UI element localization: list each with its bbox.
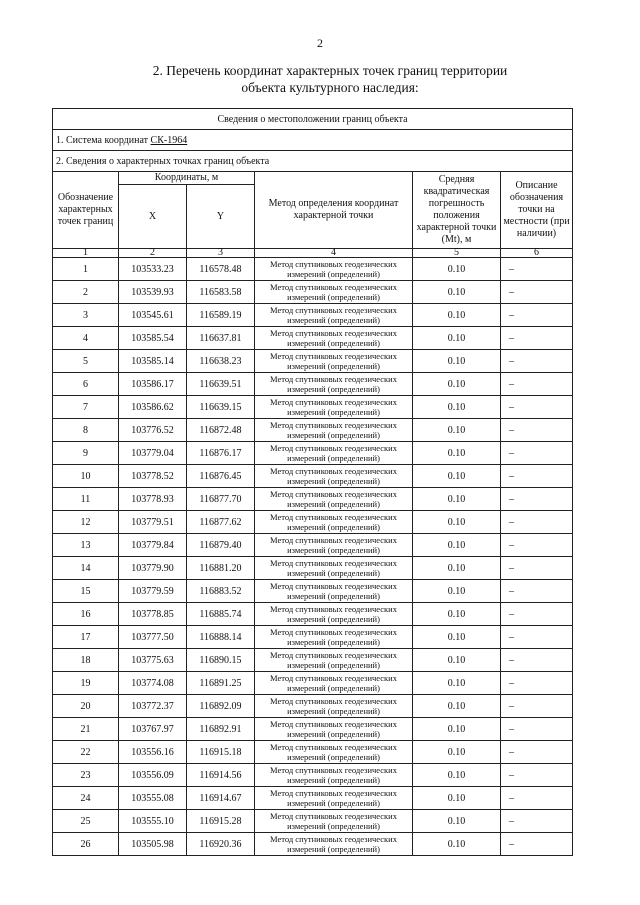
- accuracy: 0.10: [413, 810, 501, 833]
- table-heading: Сведения о местоположении границ объекта: [53, 109, 573, 130]
- accuracy: 0.10: [413, 442, 501, 465]
- accuracy: 0.10: [413, 833, 501, 856]
- points-section-heading: 2. Сведения о характерных точках границ объекта: [53, 151, 573, 172]
- table-row: [53, 580, 573, 603]
- column-number: 1: [53, 249, 119, 258]
- description: –: [501, 580, 573, 603]
- point-number: 1: [53, 258, 119, 281]
- coord-x: 103539.93: [119, 281, 187, 304]
- point-number: 17: [53, 626, 119, 649]
- point-number: 8: [53, 419, 119, 442]
- page-number: 2: [317, 36, 323, 50]
- accuracy: 0.10: [413, 511, 501, 534]
- accuracy: 0.10: [413, 764, 501, 787]
- point-number: 25: [53, 810, 119, 833]
- method: Метод спутниковых геодезических измерений (определений): [255, 718, 413, 741]
- column-number: 2: [119, 249, 187, 258]
- table-row: [53, 281, 573, 304]
- method: Метод спутниковых геодезических измерений (определений): [255, 304, 413, 327]
- method: Метод спутниковых геодезических измерений (определений): [255, 350, 413, 373]
- coord-y: 116914.67: [187, 787, 255, 810]
- point-number: 23: [53, 764, 119, 787]
- description: –: [501, 557, 573, 580]
- accuracy: 0.10: [413, 580, 501, 603]
- coord-x: 103779.84: [119, 534, 187, 557]
- accuracy: 0.10: [413, 603, 501, 626]
- column-number: 4: [255, 249, 413, 258]
- table-row: [53, 442, 573, 465]
- point-number: 7: [53, 396, 119, 419]
- coord-system-row: [53, 130, 573, 151]
- point-number: 19: [53, 672, 119, 695]
- table-row: [53, 465, 573, 488]
- description: –: [501, 672, 573, 695]
- method: Метод спутниковых геодезических измерений (определений): [255, 511, 413, 534]
- table-row: [53, 718, 573, 741]
- table-row: [53, 672, 573, 695]
- table-row: [53, 764, 573, 787]
- method: Метод спутниковых геодезических измерений (определений): [255, 396, 413, 419]
- coord-y: 116892.91: [187, 718, 255, 741]
- table-row: [53, 534, 573, 557]
- method: Метод спутниковых геодезических измерений (определений): [255, 281, 413, 304]
- coord-x: 103779.90: [119, 557, 187, 580]
- table-row: [53, 258, 573, 281]
- accuracy: 0.10: [413, 419, 501, 442]
- accuracy: 0.10: [413, 488, 501, 511]
- point-number: 24: [53, 787, 119, 810]
- coord-y: 116915.18: [187, 741, 255, 764]
- point-number: 15: [53, 580, 119, 603]
- point-number: 20: [53, 695, 119, 718]
- description: –: [501, 718, 573, 741]
- table-row: [53, 373, 573, 396]
- method: Метод спутниковых геодезических измерений (определений): [255, 626, 413, 649]
- coord-x: 103585.14: [119, 350, 187, 373]
- point-number: 21: [53, 718, 119, 741]
- coordinates-table: [52, 108, 573, 856]
- header-point: Обозначение характерных точек границ: [53, 172, 119, 249]
- description: –: [501, 511, 573, 534]
- coord-x: 103776.52: [119, 419, 187, 442]
- table-row: [53, 488, 573, 511]
- header-accuracy: Средняя квадратическая погрешность положения характерной точки (Mt), м: [413, 172, 501, 249]
- accuracy: 0.10: [413, 396, 501, 419]
- header-y: Y: [187, 185, 255, 249]
- accuracy: 0.10: [413, 327, 501, 350]
- coord-x: 103586.62: [119, 396, 187, 419]
- description: –: [501, 787, 573, 810]
- coord-system-label: 1. Система координат: [56, 134, 151, 146]
- description: –: [501, 419, 573, 442]
- coord-y: 116589.19: [187, 304, 255, 327]
- point-number: 26: [53, 833, 119, 856]
- table-row: [53, 787, 573, 810]
- coord-y: 116881.20: [187, 557, 255, 580]
- table-row: [53, 626, 573, 649]
- description: –: [501, 833, 573, 856]
- point-number: 12: [53, 511, 119, 534]
- description: –: [501, 373, 573, 396]
- coord-y: 116920.36: [187, 833, 255, 856]
- accuracy: 0.10: [413, 626, 501, 649]
- coord-y: 116639.15: [187, 396, 255, 419]
- accuracy: 0.10: [413, 695, 501, 718]
- page-title: [130, 62, 530, 96]
- coord-y: 116885.74: [187, 603, 255, 626]
- coord-x: 103779.51: [119, 511, 187, 534]
- description: –: [501, 396, 573, 419]
- coord-y: 116891.25: [187, 672, 255, 695]
- coord-y: 116638.23: [187, 350, 255, 373]
- method: Метод спутниковых геодезических измерений (определений): [255, 465, 413, 488]
- description: –: [501, 327, 573, 350]
- header-method: Метод определения координат характерной точки: [255, 172, 413, 249]
- coord-x: 103772.37: [119, 695, 187, 718]
- table-row: [53, 419, 573, 442]
- table-row: [53, 557, 573, 580]
- description: –: [501, 442, 573, 465]
- table-row: [53, 810, 573, 833]
- table-row: [53, 649, 573, 672]
- coord-x: 103533.23: [119, 258, 187, 281]
- description: –: [501, 603, 573, 626]
- point-number: 2: [53, 281, 119, 304]
- accuracy: 0.10: [413, 465, 501, 488]
- coord-y: 116876.17: [187, 442, 255, 465]
- description: –: [501, 350, 573, 373]
- point-number: 22: [53, 741, 119, 764]
- accuracy: 0.10: [413, 534, 501, 557]
- coord-x: 103778.93: [119, 488, 187, 511]
- method: Метод спутниковых геодезических измерений (определений): [255, 741, 413, 764]
- coord-x: 103505.98: [119, 833, 187, 856]
- method: Метод спутниковых геодезических измерений (определений): [255, 442, 413, 465]
- method: Метод спутниковых геодезических измерений (определений): [255, 557, 413, 580]
- title-line-2: объекта культурного наследия:: [241, 80, 419, 95]
- coord-x: 103775.63: [119, 649, 187, 672]
- coord-x: 103586.17: [119, 373, 187, 396]
- coord-y: 116877.62: [187, 511, 255, 534]
- method: Метод спутниковых геодезических измерений (определений): [255, 373, 413, 396]
- coord-x: 103777.50: [119, 626, 187, 649]
- method: Метод спутниковых геодезических измерений (определений): [255, 603, 413, 626]
- point-number: 9: [53, 442, 119, 465]
- coord-x: 103556.09: [119, 764, 187, 787]
- description: –: [501, 304, 573, 327]
- coord-y: 116877.70: [187, 488, 255, 511]
- method: Метод спутниковых геодезических измерений (определений): [255, 764, 413, 787]
- point-number: 14: [53, 557, 119, 580]
- coord-x: 103779.04: [119, 442, 187, 465]
- accuracy: 0.10: [413, 304, 501, 327]
- coord-y: 116883.52: [187, 580, 255, 603]
- accuracy: 0.10: [413, 373, 501, 396]
- method: Метод спутниковых геодезических измерений (определений): [255, 258, 413, 281]
- header-coords: Координаты, м: [119, 172, 255, 185]
- method: Метод спутниковых геодезических измерений (определений): [255, 787, 413, 810]
- coord-x: 103556.16: [119, 741, 187, 764]
- coord-y: 116892.09: [187, 695, 255, 718]
- coord-x: 103779.59: [119, 580, 187, 603]
- method: Метод спутниковых геодезических измерений (определений): [255, 810, 413, 833]
- header-description: Описание обозначения точки на местности (при наличии): [501, 172, 573, 249]
- coord-y: 116888.14: [187, 626, 255, 649]
- accuracy: 0.10: [413, 258, 501, 281]
- accuracy: 0.10: [413, 787, 501, 810]
- method: Метод спутниковых геодезических измерений (определений): [255, 833, 413, 856]
- point-number: 11: [53, 488, 119, 511]
- coord-x: 103585.54: [119, 327, 187, 350]
- coord-y: 116914.56: [187, 764, 255, 787]
- table-row: [53, 396, 573, 419]
- coord-system-value: СК-1964: [150, 134, 188, 146]
- description: –: [501, 258, 573, 281]
- table-row: [53, 327, 573, 350]
- description: –: [501, 534, 573, 557]
- coord-y: 116879.40: [187, 534, 255, 557]
- accuracy: 0.10: [413, 718, 501, 741]
- description: –: [501, 649, 573, 672]
- table-row: [53, 741, 573, 764]
- coord-y: 116872.48: [187, 419, 255, 442]
- point-number: 10: [53, 465, 119, 488]
- column-number: 5: [413, 249, 501, 258]
- column-number: 6: [501, 249, 573, 258]
- accuracy: 0.10: [413, 350, 501, 373]
- coord-x: 103778.52: [119, 465, 187, 488]
- coord-y: 116915.28: [187, 810, 255, 833]
- point-number: 16: [53, 603, 119, 626]
- point-number: 18: [53, 649, 119, 672]
- method: Метод спутниковых геодезических измерений (определений): [255, 419, 413, 442]
- point-number: 4: [53, 327, 119, 350]
- accuracy: 0.10: [413, 672, 501, 695]
- method: Метод спутниковых геодезических измерений (определений): [255, 649, 413, 672]
- description: –: [501, 281, 573, 304]
- coord-y: 116890.15: [187, 649, 255, 672]
- point-number: 6: [53, 373, 119, 396]
- coord-y: 116876.45: [187, 465, 255, 488]
- table-row: [53, 511, 573, 534]
- table-row: [53, 833, 573, 856]
- method: Метод спутниковых геодезических измерений (определений): [255, 580, 413, 603]
- description: –: [501, 626, 573, 649]
- table-row: [53, 304, 573, 327]
- coord-x: 103767.97: [119, 718, 187, 741]
- description: –: [501, 741, 573, 764]
- description: –: [501, 488, 573, 511]
- coord-y: 116639.51: [187, 373, 255, 396]
- point-number: 3: [53, 304, 119, 327]
- description: –: [501, 465, 573, 488]
- header-x: X: [119, 185, 187, 249]
- method: Метод спутниковых геодезических измерений (определений): [255, 488, 413, 511]
- coord-y: 116578.48: [187, 258, 255, 281]
- coord-y: 116637.81: [187, 327, 255, 350]
- accuracy: 0.10: [413, 649, 501, 672]
- method: Метод спутниковых геодезических измерений (определений): [255, 327, 413, 350]
- title-line-1: 2. Перечень координат характерных точек границ территории: [152, 63, 508, 78]
- coord-x: 103555.10: [119, 810, 187, 833]
- description: –: [501, 810, 573, 833]
- table-row: [53, 695, 573, 718]
- coord-x: 103555.08: [119, 787, 187, 810]
- table-row: [53, 350, 573, 373]
- method: Метод спутниковых геодезических измерений (определений): [255, 695, 413, 718]
- accuracy: 0.10: [413, 741, 501, 764]
- coord-x: 103778.85: [119, 603, 187, 626]
- coord-x: 103545.61: [119, 304, 187, 327]
- coord-y: 116583.58: [187, 281, 255, 304]
- column-number: 3: [187, 249, 255, 258]
- description: –: [501, 695, 573, 718]
- description: –: [501, 764, 573, 787]
- point-number: 5: [53, 350, 119, 373]
- point-number: 13: [53, 534, 119, 557]
- method: Метод спутниковых геодезических измерений (определений): [255, 672, 413, 695]
- accuracy: 0.10: [413, 557, 501, 580]
- accuracy: 0.10: [413, 281, 501, 304]
- coord-x: 103774.08: [119, 672, 187, 695]
- table-row: [53, 603, 573, 626]
- method: Метод спутниковых геодезических измерений (определений): [255, 534, 413, 557]
